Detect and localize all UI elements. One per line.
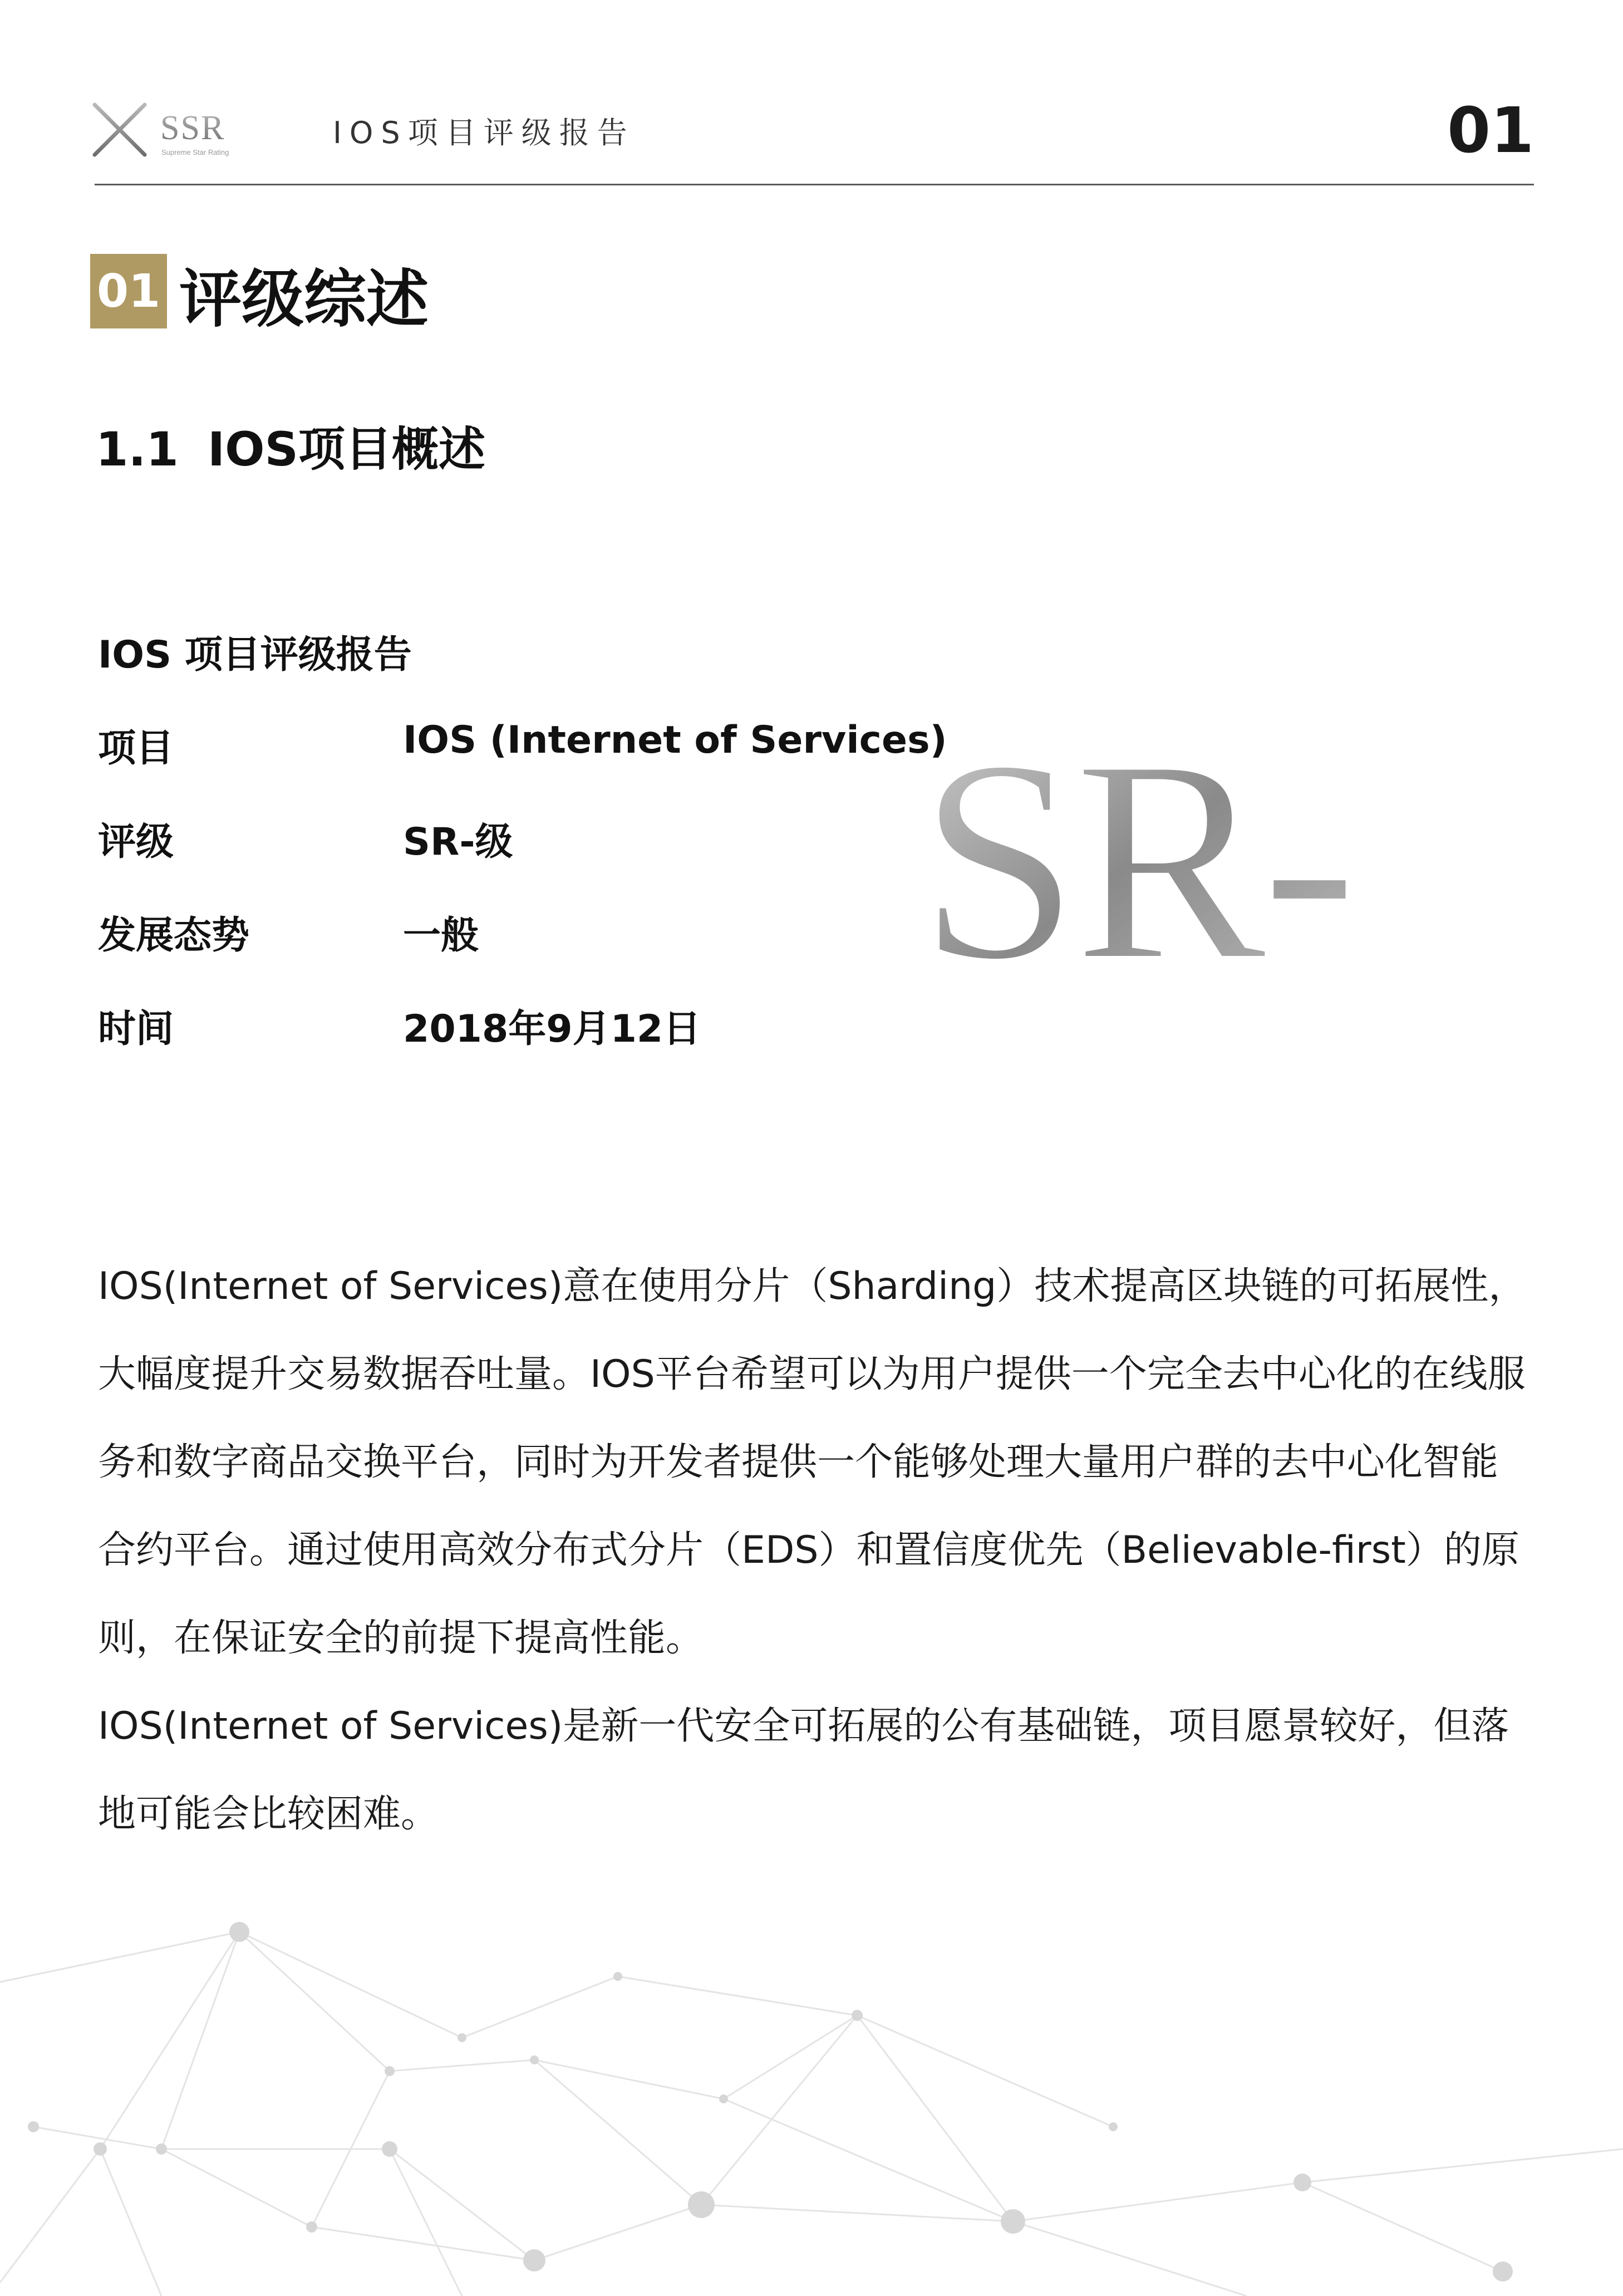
body-paragraph: IOS(Internet of Services)意在使用分片（Sharding）技术提高区块链的可拓展性，大幅度提升交易数据吞吐量。IOS平台希望可以为用户提供一个完全去中心化的在线服务和数字商品交换平台，同时为开发者提供一个能够处理大量用户群的去中心化智能合约平台。通过使用高效分布式分片（EDS）和置信度优先（Believable-first）的原则，在保证安全的前提下提高性能。 bbox=[98, 1264, 1527, 1660]
section-title: 评级综述 bbox=[179, 263, 429, 336]
body-paragraph: IOS(Internet of Services)是新一代安全可拓展的公有基础链，项目愿景较好，但落地可能会比较困难。 bbox=[98, 1704, 1509, 1836]
info-value: SR-级 bbox=[403, 820, 513, 864]
subsection-label: IOS项目概述 bbox=[207, 422, 485, 477]
info-value: 2018年9月12日 bbox=[403, 1007, 701, 1051]
info-label: 发展态势 bbox=[98, 914, 250, 958]
info-value: 一般 bbox=[403, 914, 479, 958]
network-background bbox=[0, 1837, 1623, 2296]
info-label: 时间 bbox=[98, 1007, 174, 1051]
body-text bbox=[98, 1243, 1528, 1858]
info-label: 项目 bbox=[98, 727, 174, 771]
report-header-title: IOS项目评级报告 bbox=[333, 115, 635, 150]
section-number-badge: 01 bbox=[90, 254, 167, 328]
page-number: 01 bbox=[1447, 95, 1534, 167]
ssr-logo bbox=[83, 99, 273, 160]
info-value: IOS (Internet of Services) bbox=[403, 718, 947, 762]
svg-text:SSR: SSR bbox=[160, 109, 225, 147]
svg-text:Supreme Star Rating: Supreme Star Rating bbox=[161, 148, 229, 156]
info-label: 评级 bbox=[98, 820, 174, 864]
rating-graphic-text: SR- bbox=[918, 735, 1352, 969]
info-heading: IOS 项目评级报告 bbox=[98, 633, 412, 677]
subsection-number: 1.1 bbox=[96, 422, 179, 477]
subsection-title bbox=[96, 412, 485, 479]
header-divider bbox=[95, 184, 1534, 185]
rating-graphic bbox=[913, 735, 1525, 969]
